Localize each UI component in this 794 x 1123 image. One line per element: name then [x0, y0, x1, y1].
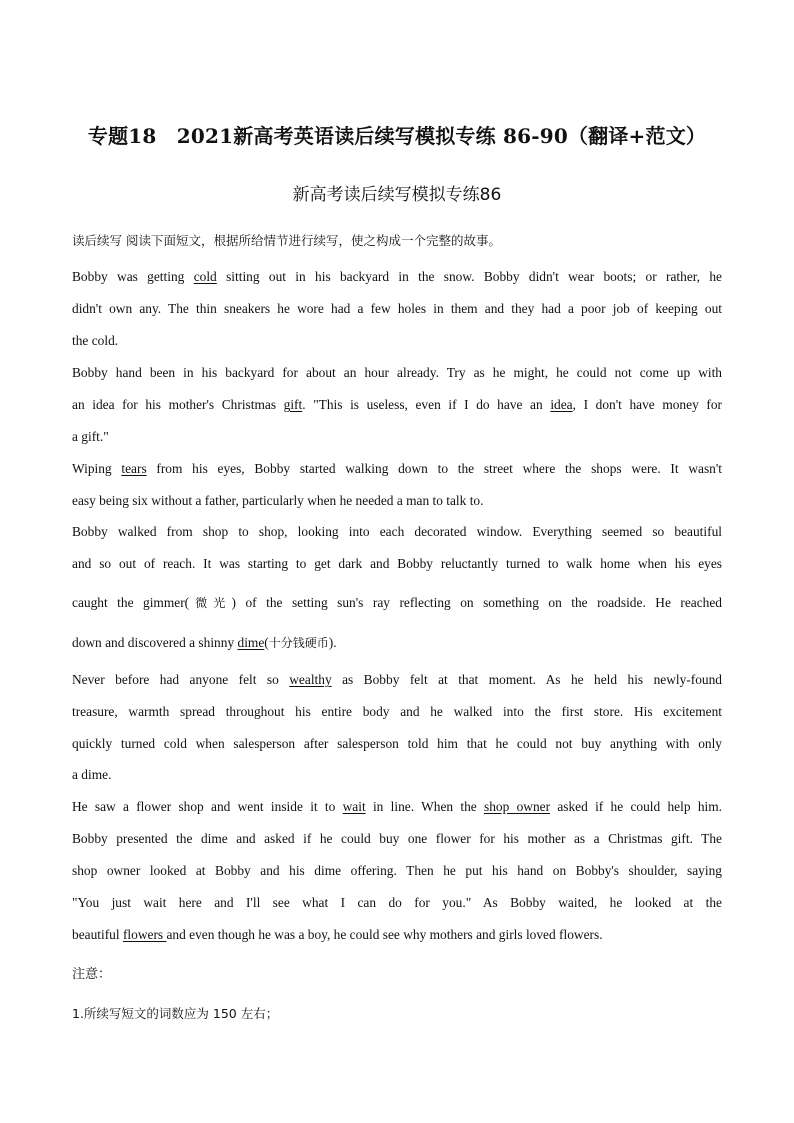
- underlined-word: gift: [283, 397, 303, 412]
- passage-line: a dime.: [72, 767, 112, 782]
- underlined-word: flowers: [122, 927, 167, 942]
- passage-line: an idea for his mother's Christmas gift. "This is useless, even if I do have an idea, I don't have money for: [72, 397, 722, 412]
- passage-line: easy being six without a father, particularly when he needed a man to talk to.: [72, 493, 484, 508]
- note-item: 1.所续写短文的词数应为 150 左右；: [72, 1006, 279, 1021]
- passage-line: Wiping tears from his eyes, Bobby started walking down to the street where the shops were. It wasn't: [72, 461, 722, 476]
- passage-line: Bobby walked from shop to shop, looking into each decorated window. Everything seemed so beautiful: [72, 524, 722, 539]
- passage-line: Never before had anyone felt so wealthy as Bobby felt at that moment. As he held his newly-found: [72, 672, 722, 687]
- passage-line: "You just wait here and I'll see what I can do for you." As Bobby waited, he looked at the: [72, 895, 722, 910]
- passage-line: the cold.: [72, 333, 119, 348]
- passage-line: a gift.": [72, 429, 109, 444]
- passage-line: He saw a flower shop and went inside it to wait in line. When the shop owner asked if he could help him.: [72, 799, 723, 814]
- passage-line: Bobby presented the dime and asked if he could buy one flower for his mother as a Christmas gift. The: [72, 831, 722, 846]
- underlined-word: cold: [193, 269, 217, 284]
- passage-line: Bobby hand been in his backyard for about an hour already. Try as he might, he could not come up with: [72, 365, 722, 380]
- note-heading: 注意：: [72, 967, 112, 982]
- underlined-word: wealthy: [289, 672, 332, 687]
- task-instruction: 读后续写 阅读下面短文，根据所给情节进行续写，使之构成一个完整的故事。: [72, 233, 501, 248]
- passage-line: didn't own any. The thin sneakers he wore had a few holes in them and they had a poor job of keeping out: [72, 301, 722, 316]
- page-title: 专题18 2021新高考英语读后续写模拟专练 86-90（翻译+范文）: [87, 124, 707, 148]
- underlined-word: dime: [237, 635, 265, 650]
- passage-line: shop owner looked at Bobby and his dime offering. Then he put his hand on Bobby's shoulder, saying: [72, 863, 722, 878]
- passage-line: down and discovered a shinny dime(十分钱硬币).: [72, 635, 337, 650]
- underlined-word: wait: [342, 799, 366, 814]
- underlined-word: idea: [550, 397, 573, 412]
- passage-line: treasure, warmth spread throughout his entire body and he walked into the first store. His excitement: [72, 704, 722, 719]
- passage-line: and so out of reach. It was starting to get dark and Bobby reluctantly turned to walk home when his eyes: [72, 556, 722, 571]
- page-subtitle: 新高考读后续写模拟专练86: [292, 185, 502, 205]
- passage-line: beautiful flowers and even though he was a boy, he could see why mothers and girls loved flowers.: [72, 927, 603, 942]
- passage-line: quickly turned cold when salesperson after salesperson told him that he could not buy anything with only: [72, 736, 722, 751]
- underlined-word: shop owner: [484, 799, 551, 814]
- passage-line: caught the gimmer(微光) of the setting sun's ray reflecting on something on the roadside. He reached: [72, 595, 722, 610]
- underlined-word: tears: [121, 461, 147, 476]
- passage-line: Bobby was getting cold sitting out in his backyard in the snow. Bobby didn't wear boots; or rather, he: [72, 269, 722, 284]
